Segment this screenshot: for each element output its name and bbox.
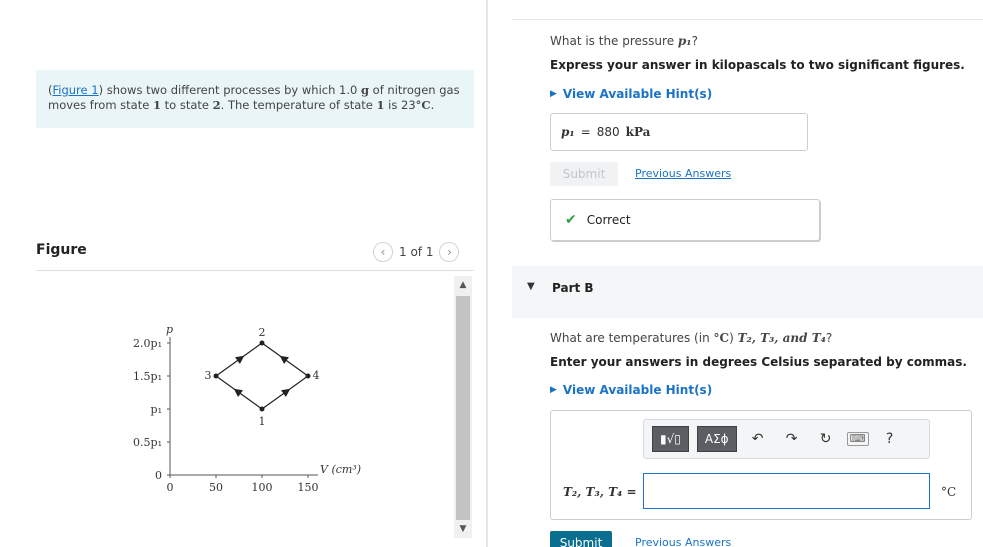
part-a-answer-display: p₁ = 880 kPa [550, 113, 808, 151]
part-b-answer-editor [550, 410, 972, 520]
answer-pane [512, 0, 983, 547]
figure-scrollbar[interactable] [454, 276, 472, 538]
math-toolbar [643, 419, 930, 459]
pv-diagram [120, 310, 380, 500]
problem-statement: (Figure 1) shows two different processes by which 1.0 g of nitrogen gas moves from state 1 to state 2. The temperature of state 1 is 23°C. [36, 70, 474, 128]
y-tick-label: 1.5p₁ [133, 370, 162, 383]
greek-symbols-button[interactable]: ΑΣϕ [697, 426, 737, 452]
y-tick-label: p₁ [150, 403, 162, 416]
part-b-answer-input[interactable] [643, 473, 930, 509]
part-a-previous-answers-link[interactable]: Previous Answers [635, 167, 732, 180]
part-a-feedback: ✔ Correct [550, 199, 820, 241]
help-button[interactable]: ? [885, 431, 894, 447]
part-a-answer-value: 880 [596, 125, 620, 139]
x-tick-label: 0 [166, 481, 174, 494]
state-point-1 [260, 407, 265, 412]
part-b-hint-toggle[interactable]: ▶ View Available Hint(s) [550, 383, 713, 397]
state-label-4: 4 [312, 369, 320, 382]
part-b-header[interactable]: ▼ Part B [512, 266, 983, 318]
part-b-unit: °C [941, 485, 957, 499]
caret-right-icon: ▶ [550, 385, 557, 395]
plot-points [205, 326, 320, 428]
part-b-previous-answers-link[interactable]: Previous Answers [635, 536, 732, 547]
keyboard-icon[interactable]: ⌨ [847, 432, 869, 446]
part-a-instruction: Express your answer in kilopascals to two significant figures. [550, 58, 965, 72]
y-axis-label: p [166, 323, 174, 336]
x-axis-label: V (cm³) [320, 463, 362, 476]
x-tick-label: 100 [251, 481, 273, 494]
path-1-to-3-arrow [237, 391, 241, 394]
scroll-up-icon[interactable]: ▲ [459, 280, 467, 290]
chevron-left-icon[interactable]: ‹ [373, 242, 393, 262]
y-tick-label: 2.0p₁ [133, 337, 162, 350]
caret-down-icon: ▼ [527, 281, 535, 292]
y-tick-label: 0 [155, 469, 162, 482]
pane-divider[interactable] [486, 0, 488, 547]
figure-link[interactable]: Figure 1 [52, 83, 99, 97]
x-tick-label: 150 [297, 481, 319, 494]
templates-button[interactable]: ▮√▯ [652, 426, 689, 452]
state-point-4 [306, 374, 311, 379]
plot-paths [216, 343, 308, 409]
x-tick-label: 50 [209, 481, 223, 494]
undo-icon[interactable]: ↶ [751, 431, 764, 447]
divider [512, 19, 983, 20]
plot-ticks [133, 337, 318, 494]
path-3-to-2-arrow [237, 358, 241, 361]
state-label-1: 1 [258, 415, 266, 428]
divider [36, 270, 474, 271]
scroll-thumb[interactable] [456, 296, 470, 520]
state-point-3 [214, 374, 219, 379]
part-b-instruction: Enter your answers in degrees Celsius separated by commas. [550, 355, 967, 369]
part-b-field-label: T₂, T₃, T₄ = [563, 485, 637, 499]
caret-right-icon: ▶ [550, 89, 557, 99]
state-label-2: 2 [258, 326, 266, 339]
y-tick-label: 0.5p₁ [133, 436, 162, 449]
part-a-hint-toggle[interactable]: ▶ View Available Hint(s) [550, 87, 713, 101]
part-a-question: What is the pressure p₁? [550, 34, 698, 48]
part-a-submit-button[interactable]: Submit [550, 162, 618, 186]
problem-pane [0, 0, 488, 547]
part-b-submit-button[interactable]: Submit [550, 531, 612, 547]
plot-axes [166, 323, 361, 476]
checkmark-icon: ✔ [565, 212, 577, 228]
figure-page-count: 1 of 1 [399, 245, 434, 259]
figure-pager [373, 242, 459, 262]
figure-title: Figure [36, 242, 87, 258]
state-point-2 [260, 341, 265, 346]
reset-icon[interactable]: ↻ [819, 431, 832, 447]
chevron-right-icon[interactable]: › [439, 242, 459, 262]
path-4-to-2-arrow [283, 358, 287, 361]
path-1-to-4-arrow [283, 391, 287, 394]
scroll-down-icon[interactable]: ▼ [459, 524, 467, 534]
redo-icon[interactable]: ↷ [785, 431, 798, 447]
part-b-question: What are temperatures (in °C) T₂, T₃, and T₄? [550, 331, 833, 345]
state-label-3: 3 [204, 369, 212, 382]
